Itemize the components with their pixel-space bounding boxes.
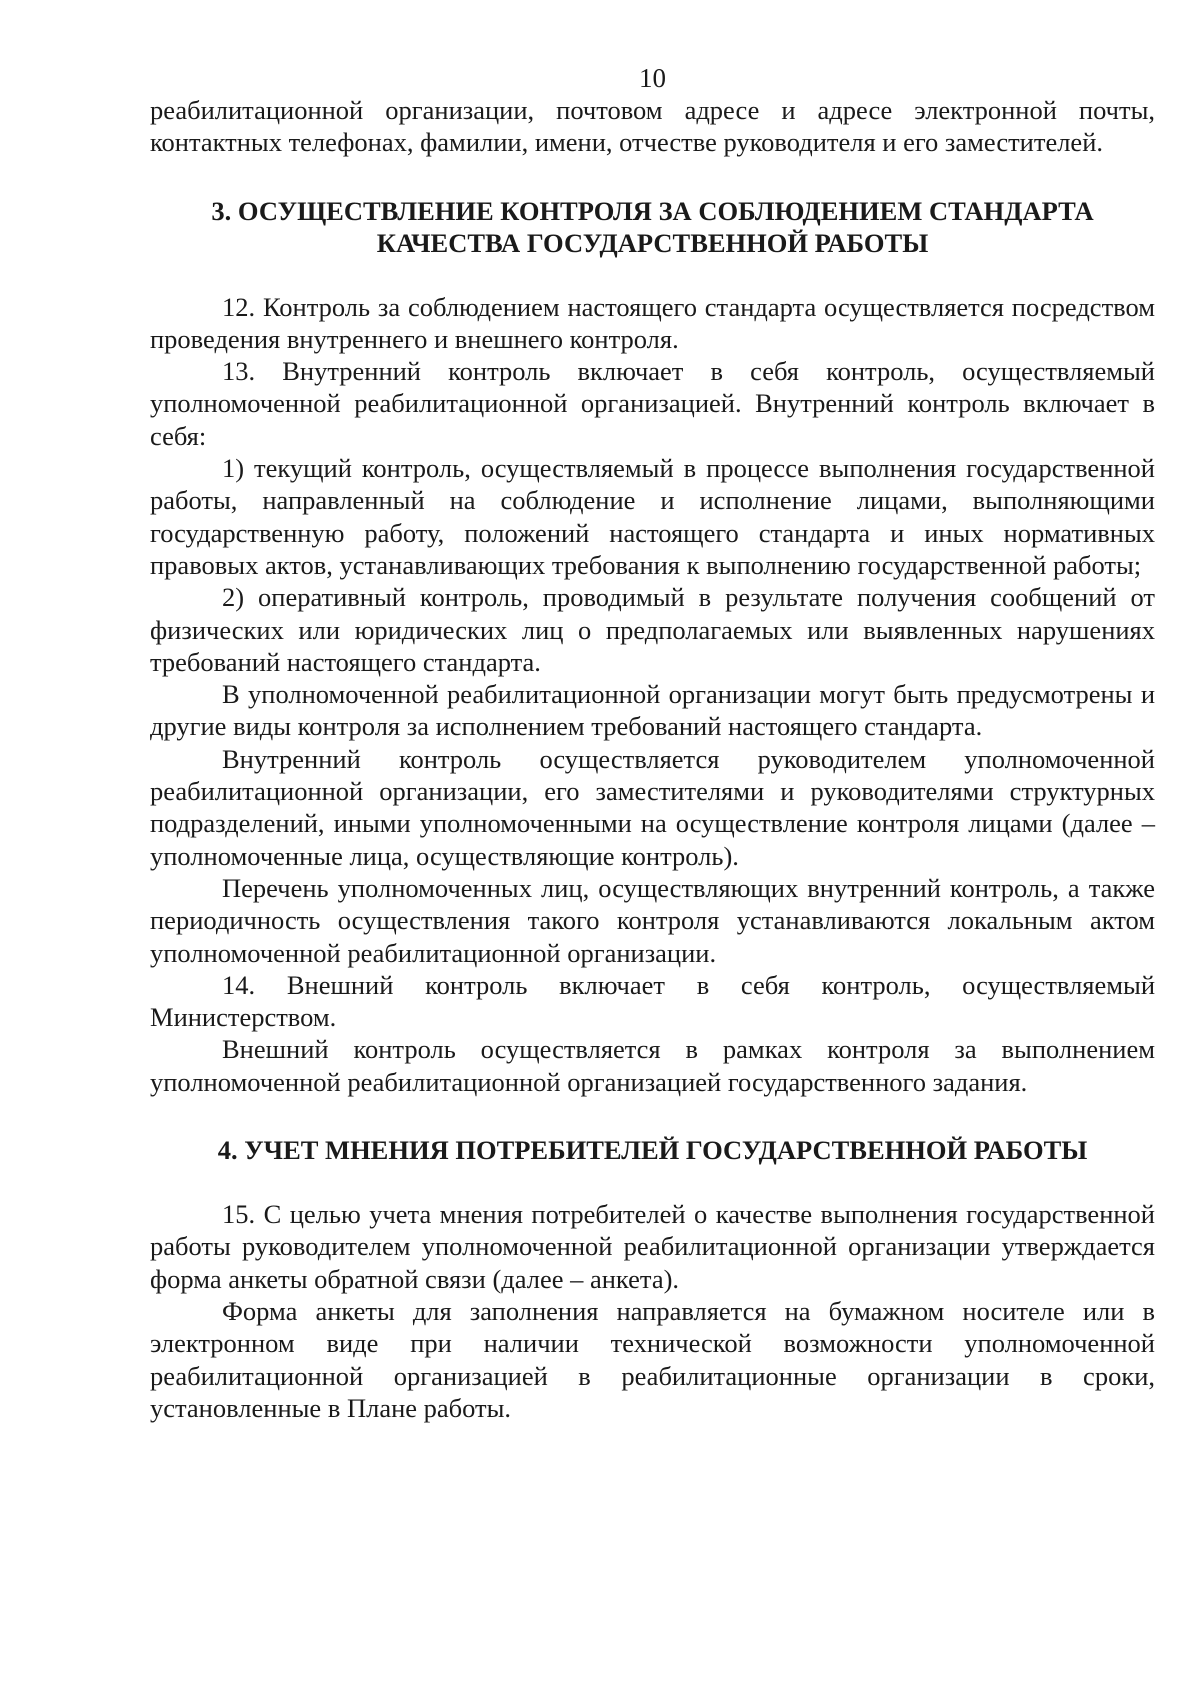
paragraph-external-control: Внешний контроль осуществляется в рамках контроля за выполнением уполномоченной реабилитационной организацией государственного задания. xyxy=(150,1034,1155,1097)
section-3-title-line-1: 3. ОСУЩЕСТВЛЕНИЕ КОНТРОЛЯ ЗА СОБЛЮДЕНИЕМ СТАНДАРТА xyxy=(211,195,1094,226)
section-3-heading xyxy=(150,195,1155,259)
paragraph-internal-control-performers: Внутренний контроль осуществляется руководителем уполномоченной реабилитационной организации, его заместителями и руководителями структурных подразделений, иными уполномоченными на осуществление контроля лицами (далее – уполномоченные лица, осуществляющие контроль). xyxy=(150,743,1155,871)
paragraph-survey-form: Форма анкеты для заполнения направляется на бумажном носителе или в электронном виде при наличии технической возможности уполномоченной реабилитационной организацией в реабилитационные организации в сроки, установленные в Плане работы. xyxy=(150,1295,1155,1423)
page-number: 10 xyxy=(639,63,666,93)
paragraph-authorized-persons-list: Перечень уполномоченных лиц, осуществляющих внутренний контроль, а также периодичность осуществления такого контроля устанавливаются локальным актом уполномоченной реабилитационной организации. xyxy=(150,872,1155,968)
paragraph-14: 14. Внешний контроль включает в себя контроль, осуществляемый Министерством. xyxy=(150,969,1155,1033)
document-page xyxy=(150,62,1155,1424)
paragraph-13: 13. Внутренний контроль включает в себя контроль, осуществляемый уполномоченной реабилитационной организацией. Внутренний контроль включает в себя: xyxy=(150,356,1155,451)
section-4-title: 4. УЧЕТ МНЕНИЯ ПОТРЕБИТЕЛЕЙ ГОСУДАРСТВЕННОЙ РАБОТЫ xyxy=(217,1135,1088,1166)
intro-paragraph: реабилитационной организации, почтовом адресе и адресе электронной почты, контактных телефонах, фамилии, имени, отчестве руководителя и его заместителей. xyxy=(150,95,1155,158)
section-3-title-line-2: КАЧЕСТВА ГОСУДАРСТВЕННОЙ РАБОТЫ xyxy=(376,227,929,258)
paragraph-other-control: В уполномоченной реабилитационной организации могут быть предусмотрены и другие виды контроля за исполнением требований настоящего стандарта. xyxy=(150,679,1155,742)
paragraph-15: 15. С целью учета мнения потребителей о качестве выполнения государственной работы руководителем уполномоченной реабилитационной организации утверждается форма анкеты обратной связи (далее – анкета). xyxy=(150,1199,1155,1294)
paragraph-12: 12. Контроль за соблюдением настоящего стандарта осуществляется посредством проведения внутреннего и внешнего контроля. xyxy=(150,291,1155,354)
list-item-current-control: 1) текущий контроль, осуществляемый в процессе выполнения государственной работы, направленный на соблюдение и исполнение лицами, выполняющими государственную работу, положений настоящего стандарта и иных нормативных правовых актов, устанавливающих требования к выполнению государственной работы; xyxy=(150,453,1155,580)
section-4-body xyxy=(150,1198,1155,1424)
section-3-body xyxy=(150,291,1155,1098)
list-item-operative-control: 2) оперативный контроль, проводимый в результате получения сообщений от физических или юридических лиц о предполагаемых или выявленных нарушениях требований настоящего стандарта. xyxy=(150,582,1155,677)
